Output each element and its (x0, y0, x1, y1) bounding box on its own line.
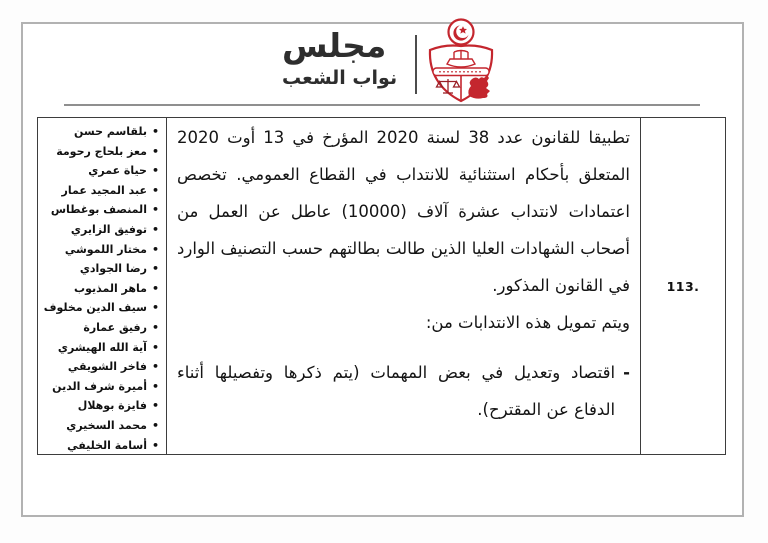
signatory-name: فايزة بوهلال (77, 399, 147, 413)
signatory-name: حياة عمري (88, 164, 147, 178)
bullet-icon: • (151, 203, 159, 217)
signatory-list-item (40, 142, 159, 162)
bullet-icon: • (151, 320, 159, 334)
signatory-name: محمد السخيري (66, 418, 147, 432)
bullet-icon: • (151, 281, 159, 295)
council-subtitle: نواب الشعب (282, 67, 398, 89)
signatory-name: أسامة الخليفي (67, 438, 147, 452)
signatory-list-item (40, 318, 159, 338)
proposal-number-cell (640, 118, 725, 454)
bullet-icon: • (151, 301, 159, 315)
signatory-list-item (40, 416, 159, 436)
signatory-list-item (40, 181, 159, 201)
signatory-name: عبد المجيد عمار (61, 183, 147, 197)
signatory-name: توفيق الزايري (70, 222, 147, 236)
funding-source-item (177, 354, 630, 428)
proposal-table (37, 117, 726, 455)
signatory-name: آية الله الهيشري (57, 340, 147, 354)
signatories-list (40, 122, 159, 455)
proposal-paragraph-funding: ويتم تمويل هذه الانتدابات من: (425, 313, 630, 332)
bullet-icon: • (151, 438, 159, 452)
signatory-list-item (40, 220, 159, 240)
brand-divider-line (415, 35, 417, 94)
bullet-icon: • (151, 242, 159, 256)
bullet-icon: • (151, 262, 159, 276)
proposal-number: 113. (666, 278, 700, 294)
bullet-icon: • (151, 164, 159, 178)
header-divider-rule (64, 104, 700, 106)
signatory-list-item (40, 240, 159, 260)
signatory-name: أميرة شرف الدين (52, 379, 147, 393)
signatory-list-item (40, 122, 159, 142)
signatory-list-item (40, 338, 159, 358)
signatory-list-item (40, 436, 159, 456)
bullet-icon: • (151, 144, 159, 158)
bullet-icon: • (151, 183, 159, 197)
bullet-icon: • (151, 379, 159, 393)
dash-marker: - (623, 363, 630, 382)
signatory-name: فاخر الشويقي (67, 360, 147, 374)
signatory-list-item (40, 259, 159, 279)
council-title: مجلس (282, 26, 387, 65)
signatory-list-item (40, 161, 159, 181)
bullet-icon: • (151, 418, 159, 432)
signatory-name: بلقاسم حسن (74, 125, 147, 138)
signatory-name: مختار اللموشي (64, 242, 147, 256)
signatory-list-item (40, 200, 159, 220)
funding-source-text: اقتصاد وتعديل في بعض المهمات (يتم ذكرها وتفصيلها أثناء الدفاع عن المقترح). (177, 363, 616, 419)
signatory-list-item (40, 357, 159, 377)
signatory-name: معز بلحاج رحومة (56, 144, 147, 158)
signatory-list-item (40, 279, 159, 299)
proposal-paragraph-law: تطبيقا للقانون عدد 38 لسنة 2020 المؤرخ في 13 أوت 2020 المتعلق بأحكام استثنائية للانتداب في القطاع العمومي. تخصص اعتمادات لانتداب عشرة آلاف (10000) عاطل عن العمل من أصحاب الشهادات العليا الذين طالت بطالتهم حسب التصنيف الوارد في القانون المذكور. (177, 128, 631, 295)
signatory-list-item (40, 377, 159, 397)
bullet-icon: • (151, 222, 159, 236)
signatory-name: ماهر المذيوب (74, 281, 147, 295)
signatory-list-item (40, 396, 159, 416)
proposal-text-cell (166, 118, 640, 454)
signatory-name: المنصف بوغطاس (50, 203, 147, 217)
bullet-icon: • (151, 360, 159, 374)
signatory-list-item (40, 298, 159, 318)
bullet-icon: • (151, 340, 159, 354)
header-brand (282, 27, 410, 92)
signatory-name: رفيق عمارة (83, 320, 147, 334)
signatories-cell (38, 118, 166, 454)
signatory-name: رضا الجوادي (79, 262, 147, 276)
signatory-name: سيف الدين مخلوف (43, 301, 147, 315)
bullet-icon: • (151, 399, 159, 413)
bullet-icon: • (151, 125, 159, 138)
tunisia-coat-of-arms-icon (421, 17, 501, 103)
